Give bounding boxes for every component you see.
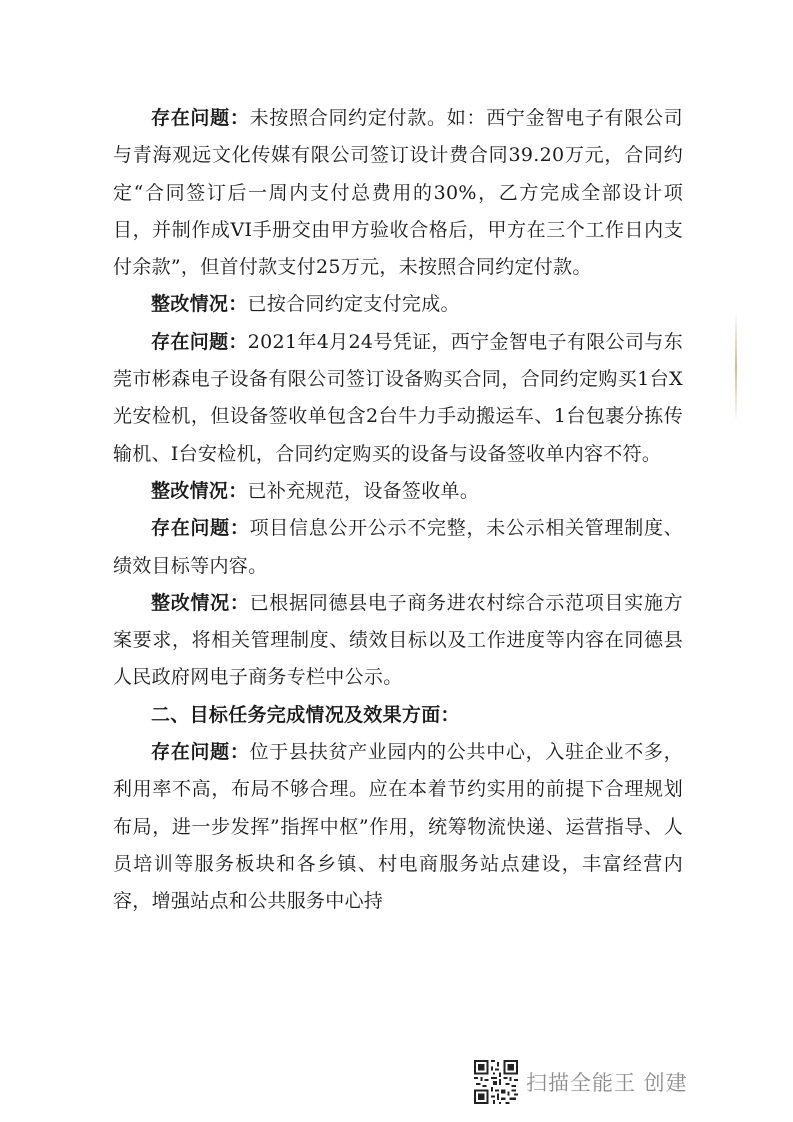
paragraph-text: 位于县扶贫产业园内的公共中心，入驻企业不多，利用率不高，布局不够合理。应在本着节约实用的前提下合理规划布局，进一步发挥”指挥中枢”作用，统筹物流快递、运营指导、人员培训等服务板块和各乡镇、村电商服务站点建设，丰富经营内容，增强站点和公共服务中心持 xyxy=(113,741,683,913)
paragraph-rectification-1 xyxy=(113,286,683,323)
paragraph-text: 2021年4月24号凭证，西宁金智电子有限公司与东莞市彬森电子设备有限公司签订设备购买合同，合同约定购买1台X光安检机，但设备签收单包含2台牛力手动搬运车、1台包裹分拣传输机、I台安检机，合同约定购买的设备与设备签收单内容不符。 xyxy=(113,330,683,465)
paragraph-issue-4 xyxy=(113,734,683,920)
paragraph-label: 存在问题： xyxy=(151,330,248,353)
paragraph-issue-2 xyxy=(113,324,683,473)
scanner-watermark xyxy=(474,1058,688,1106)
paragraph-rectification-3 xyxy=(113,585,683,697)
paragraph-text: 已补充规范，设备签收单。 xyxy=(247,479,480,502)
paragraph-issue-3 xyxy=(113,510,683,585)
qr-code-icon xyxy=(474,1060,518,1104)
paragraph-label: 整改情况： xyxy=(151,479,248,502)
document-body xyxy=(113,100,683,921)
paragraph-text: 已根据同德县电子商务进农村综合示范项目实施方案要求，将相关管理制度、绩效目标以及工作进度等内容在同德县人民政府网电子商务专栏中公示。 xyxy=(113,591,683,689)
paragraph-label: 存在问题： xyxy=(151,517,250,540)
paragraph-text: 项目信息公开公示不完整，未公示相关管理制度、绩效目标等内容。 xyxy=(113,517,683,577)
paragraph-text: 未按照合同约定付款。如：西宁金智电子有限公司与青海观远文化传媒有限公司签订设计费合同39.20万元，合同约定“合同签订后一周内支付总费用的30%，乙方完成全部设计项目，并制作成VI手册交由甲方验收合格后，甲方在三个工作日内支付余款”，但首付款支付25万元，未按照合同约定付款。 xyxy=(113,107,683,279)
watermark-text: 扫描全能王 创建 xyxy=(526,1071,688,1095)
paragraph-label: 存在问题： xyxy=(151,741,250,764)
paragraph-rectification-2 xyxy=(113,473,683,510)
section-heading: 二、目标任务完成情况及效果方面： xyxy=(151,703,460,726)
paragraph-label: 整改情况： xyxy=(151,591,250,614)
paragraph-label: 整改情况： xyxy=(151,293,248,316)
paragraph-label: 存在问题： xyxy=(151,107,250,129)
paragraph-text: 已按合同约定支付完成。 xyxy=(247,293,460,316)
scan-edge-mark xyxy=(735,312,737,422)
paragraph-issue-1 xyxy=(113,100,683,286)
